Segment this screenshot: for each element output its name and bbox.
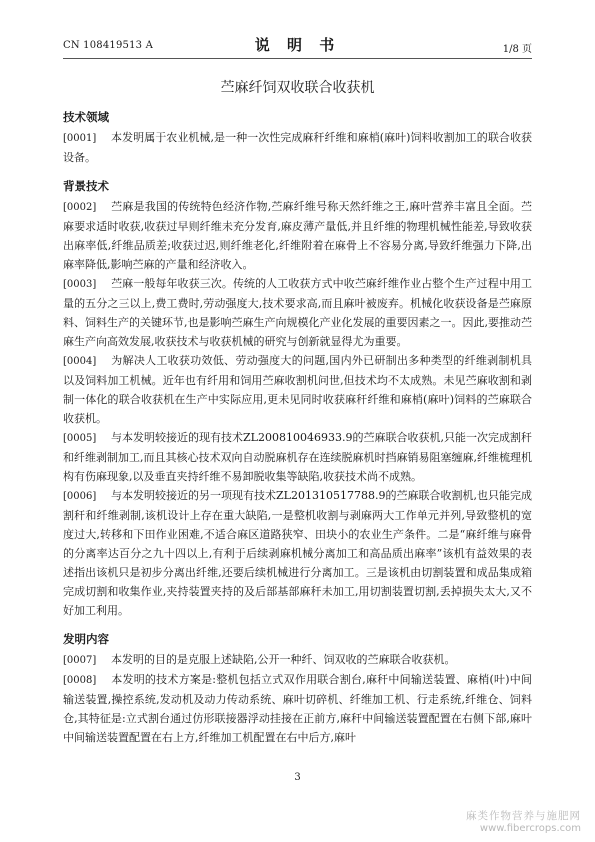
- watermark-name: 麻类作物营养与施肥网: [466, 810, 581, 822]
- paragraph-number: [0006]: [63, 491, 97, 502]
- paragraph-text: 本发明的目的是克服上述缺陷,公开一种纤、饲双收的苎麻联合收获机。: [111, 653, 456, 666]
- header-divider: [63, 58, 532, 59]
- paragraph-number: [0007]: [63, 655, 97, 666]
- paragraph-text: 与本发明较接近的现有技术ZL200810046933.9的苎麻联合收获机,只能一次完成割秆和纤维剥制加工,而且其核心技术双向自动脱麻机存在连续脱麻机时挡麻销易阻塞缠麻,纤维梳理机构有伤麻现象,以及垂直夹持纤维不易卸脱收集等缺陷,收获技术尚不成熟。: [63, 431, 532, 483]
- paragraph: [63, 351, 532, 428]
- paragraph: [63, 197, 532, 274]
- section-heading-summary: 发明内容: [63, 632, 109, 646]
- paragraph-text: 与本发明较接近的另一项现有技术ZL201310517788.9的苎麻联合收割机,也只能完成割秆和纤维剥制,该机设计上存在重大缺陷,一是整机收割与剥麻两大工作单元并列,导致整机的宽度过大,转移和下田作业困难,不适合麻区道路狭窄、田块小的农业生产条件。二是“麻纤维与麻骨的分离率达百分之九十四以上,有利于后续剥麻机械分离加工和高品质出麻率”该机有益效果的表述指出该机只是初步分离出纤维,还要后续机械进行分离加工。三是该机由切割装置和成品集成箱完成切割和收集作业,夹持装置夹持的及后部基部麻秆未加工,用切割装置切割,丢掉损失太大,又不好加工利用。: [63, 489, 532, 617]
- paragraph-number: [0001]: [63, 133, 97, 144]
- watermark-url: www.fibercrops.com: [479, 823, 581, 834]
- paragraph-number: [0002]: [63, 202, 97, 213]
- paragraph: [63, 670, 532, 747]
- section-heading-background: 背景技术: [63, 179, 109, 193]
- body-content: [63, 108, 532, 747]
- watermark: [466, 808, 581, 834]
- paragraph: [63, 128, 532, 167]
- paragraph-number: [0005]: [63, 433, 97, 444]
- section-gap: [63, 620, 532, 630]
- paragraph-number: [0003]: [63, 279, 97, 290]
- paragraph-number: [0008]: [63, 675, 97, 686]
- invention-title: 苎麻纤饲双收联合收获机: [220, 80, 375, 96]
- page-number: 3: [294, 772, 301, 783]
- paragraph: [63, 274, 532, 351]
- paragraph-text: 本发明属于农业机械,是一种一次性完成麻秆纤维和麻梢(麻叶)饲料收割加工的联合收获设备。: [63, 131, 532, 164]
- paragraph-number: [0004]: [63, 356, 97, 367]
- page-header: [63, 34, 532, 56]
- document-type: 说 明 书: [254, 36, 341, 54]
- paragraph-text: 苎麻一般每年收获三次。传统的人工收获方式中收苎麻纤维作业占整个生产过程中用工量的五分之三以上,费工费时,劳动强度大,技术要求高,而且麻叶被废弃。机械化收获设备是苎麻原料、饲料生产的关键环节,也是影响苎麻生产向规模化产业化发展的重要因素之一。因此,要推动苎麻生产向高效发展,收获技术与收获机械的研究与创新就显得尤为重要。: [63, 277, 532, 348]
- section-gap: [63, 167, 532, 177]
- section-heading-technical-field: 技术领域: [63, 110, 109, 124]
- paragraph-text: 本发明的技术方案是:整机包括立式双作用联合割台,麻秆中间输送装置、麻梢(叶)中间输送装置,操控系统,发动机及动力传动系统、麻叶切碎机、纤维加工机、行走系统,纤维仓、饲料仓,其特征是:立式割台通过仿形联接器浮动挂接在正前方,麻秆中间输送装置配置在右侧下部,麻叶中间输送装置配置在右上方,纤维加工机配置在右中后方,麻叶: [63, 673, 532, 744]
- page-count: 1/8 页: [502, 44, 532, 55]
- paragraph: [63, 650, 532, 670]
- paragraph: [63, 486, 532, 620]
- paragraph-text: 为解决人工收获功效低、劳动强度大的问题,国内外已研制出多种类型的纤维剥制机具以及饲料加工机械。近年也有纤用和饲用苎麻收割机问世,但技术均不太成熟。未见苎麻收割和剥制一体化的联合收获机在生产中实际应用,更未见同时收获麻秆纤维和麻梢(麻叶)饲料的苎麻联合收获机。: [63, 354, 532, 425]
- paragraph: [63, 428, 532, 486]
- publication-number: CN 108419513 A: [63, 40, 154, 51]
- paragraph-text: 苎麻是我国的传统特色经济作物,苎麻纤维号称天然纤维之王,麻叶营养丰富且全面。苎麻要求适时收获,收获过早则纤维未充分发育,麻皮薄产量低,并且纤维的物理机械性能差,导致收获出麻率低,纤维品质差;收获过迟,则纤维老化,纤维附着在麻骨上不容易分离,导致纤维强力下降,出麻率降低,影响苎麻的产量和经济收入。: [63, 200, 532, 271]
